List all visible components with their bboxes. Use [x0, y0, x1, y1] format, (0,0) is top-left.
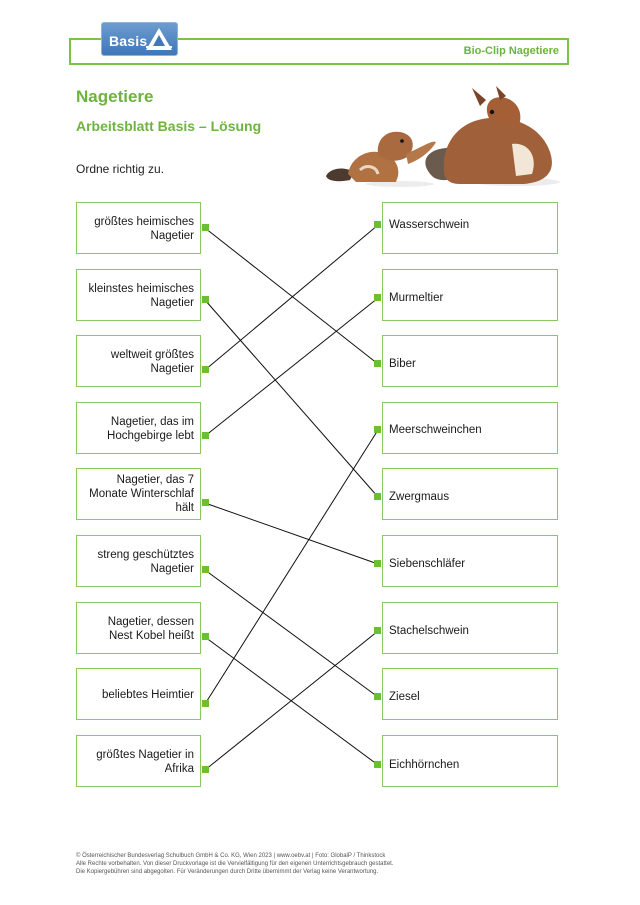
right-term-text: Ziesel [389, 690, 420, 703]
connection-line [205, 298, 378, 436]
right-term-text: Meerschweinchen [389, 423, 482, 436]
right-connector-dot[interactable] [374, 294, 381, 301]
right-connector-dot[interactable] [374, 221, 381, 228]
left-term-text: Monate Winterschlaf [89, 488, 194, 501]
connection-line [205, 631, 378, 770]
left-term-text: Hochgebirge lebt [107, 429, 194, 442]
right-term-text: Eichhörnchen [389, 758, 460, 771]
page-subtitle: Arbeitsblatt Basis – Lösung [76, 118, 262, 134]
left-connector-dot[interactable] [202, 224, 209, 231]
right-connector-dot[interactable] [374, 627, 381, 634]
left-connector-dot[interactable] [202, 766, 209, 773]
left-term-text: Nagetier [150, 563, 194, 575]
instruction-text: Ordne richtig zu. [76, 162, 165, 176]
connection-line [205, 570, 378, 697]
left-term-text: größtes heimisches [94, 216, 194, 228]
right-connector-dot[interactable] [374, 761, 381, 768]
page-title: Nagetiere [76, 87, 154, 106]
right-connector-dot[interactable] [374, 693, 381, 700]
footer-line: Die Kopiergebühren sind abgegolten. Für Veränderungen durch Dritte übernimmt der Verlag keine Verantwortung. [76, 869, 379, 875]
left-term-text: beliebtes Heimtier [101, 689, 194, 702]
connection-line [205, 430, 378, 704]
left-term-text: Nagetier, dessen [107, 615, 194, 628]
left-connector-dot[interactable] [202, 296, 209, 303]
left-term-text: weltweit größtes [110, 349, 194, 362]
right-term-text: Wasserschwein [389, 219, 470, 231]
left-term-text: Nest Kobel heißt [108, 629, 194, 642]
left-connector-dot[interactable] [202, 366, 209, 373]
right-term-text: Murmeltier [389, 291, 444, 304]
connection-line [205, 225, 378, 370]
left-connector-dot[interactable] [202, 432, 209, 439]
left-connector-dot[interactable] [202, 633, 209, 640]
left-term-text: hält [175, 502, 194, 515]
left-term-text: größtes Nagetier in [96, 748, 194, 761]
left-connector-dot[interactable] [202, 499, 209, 506]
connection-line [205, 228, 378, 364]
right-term-text: Siebenschläfer [389, 558, 466, 570]
logo-text: Basis [109, 33, 148, 49]
footer-line: Alle Rechte vorbehalten. Von dieser Druckvorlage ist die Vervielfältigung für den eigenen Unterrichtsgebrauch gestattet. [76, 861, 394, 867]
copyright-footer [76, 852, 394, 876]
right-connector-dot[interactable] [374, 360, 381, 367]
right-connector-dot[interactable] [374, 426, 381, 433]
left-term-text: Nagetier, das 7 [116, 474, 194, 487]
left-connector-dot[interactable] [202, 700, 209, 707]
left-term-text: Nagetier [150, 230, 194, 242]
right-term-text: Zwergmaus [389, 490, 450, 503]
left-term-text: Afrika [164, 762, 194, 775]
right-connector-dot[interactable] [374, 493, 381, 500]
left-term-text: kleinstes heimisches [88, 282, 194, 295]
left-term-text: Nagetier [150, 296, 194, 309]
left-connector-dot[interactable] [202, 566, 209, 573]
connection-line [205, 503, 378, 564]
right-connector-dot[interactable] [374, 560, 381, 567]
connection-line [205, 300, 378, 497]
footer-line: © Österreichischer Bundesverlag Schulbuch GmbH & Co. KG, Wien 2023 | www.oebv.at | Foto: GlobalP / Thinkstock [76, 853, 386, 859]
header-title: Bio-Clip Nagetiere [463, 45, 559, 57]
right-term-text: Biber [389, 357, 416, 370]
left-term-text: Nagetier, das im [110, 415, 194, 428]
left-term-text: streng geschütztes [97, 549, 194, 561]
left-term-text: Nagetier [150, 363, 194, 376]
right-term-text: Stachelschwein [389, 624, 469, 637]
